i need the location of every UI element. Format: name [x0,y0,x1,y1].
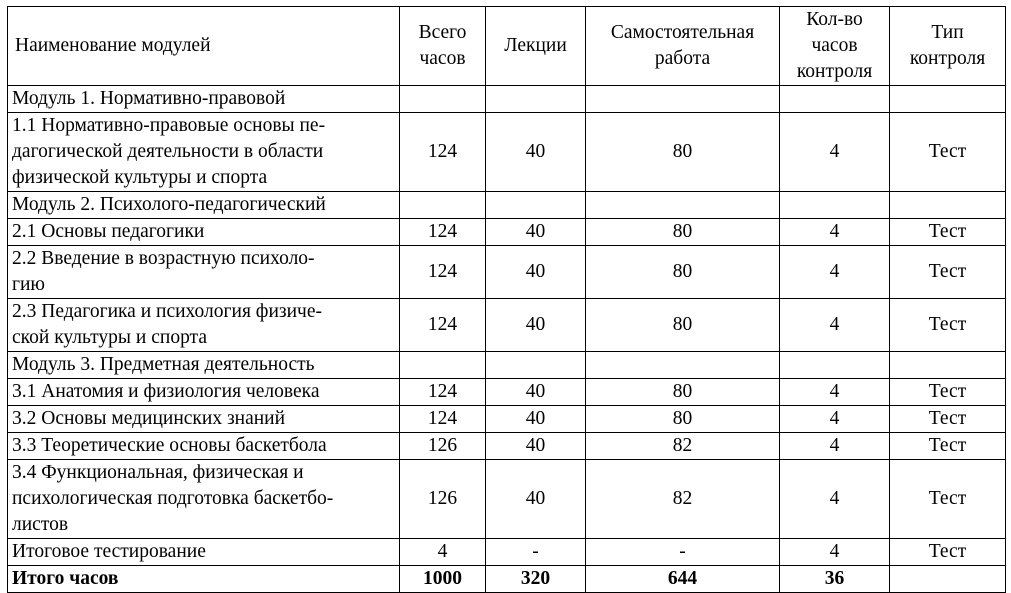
self-study-hours: 80 [586,219,780,246]
totals-control-type [890,566,1006,593]
lecture-hours: 40 [486,113,586,192]
control-hours: 4 [780,246,890,299]
module-row [8,86,1006,113]
total-hours: 4 [400,539,486,566]
empty-cell [486,352,586,379]
self-study-hours: 80 [586,299,780,352]
total-hours: 124 [400,219,486,246]
header-lectures: Лекции [486,7,586,86]
control-hours: 4 [780,113,890,192]
self-study-hours: - [586,539,780,566]
total-hours: 126 [400,460,486,539]
empty-cell [890,86,1006,113]
lecture-hours: 40 [486,433,586,460]
control-type: Тест [890,433,1006,460]
module-title: Модуль 1. Нормативно-правовой [8,86,400,113]
course-name: 1.1 Нормативно-правовые основы пе- дагогической деятельности в области физической культуры и спорта [8,113,400,192]
header-self-study: Самостоятельная работа [586,7,780,86]
table-row [8,406,1006,433]
control-hours: 4 [780,539,890,566]
course-name: 2.2 Введение в возрастную психоло- гию [8,246,400,299]
totals-row [8,566,1006,593]
course-name: Итоговое тестирование [8,539,400,566]
self-study-hours: 80 [586,113,780,192]
table-row [8,246,1006,299]
totals-lecture-hours: 320 [486,566,586,593]
total-hours: 126 [400,433,486,460]
table-row [8,460,1006,539]
table-header-row [8,7,1006,86]
control-type: Тест [890,406,1006,433]
lecture-hours: 40 [486,219,586,246]
empty-cell [780,352,890,379]
total-hours: 124 [400,113,486,192]
empty-cell [890,192,1006,219]
empty-cell [586,86,780,113]
lecture-hours: 40 [486,299,586,352]
lecture-hours: 40 [486,379,586,406]
self-study-hours: 82 [586,460,780,539]
table-row [8,299,1006,352]
empty-cell [486,192,586,219]
self-study-hours: 80 [586,406,780,433]
control-hours: 4 [780,219,890,246]
empty-cell [400,86,486,113]
total-hours: 124 [400,379,486,406]
empty-cell [890,352,1006,379]
control-type: Тест [890,460,1006,539]
empty-cell [780,192,890,219]
control-type: Тест [890,219,1006,246]
control-hours: 4 [780,299,890,352]
lecture-hours: 40 [486,460,586,539]
header-control-type: Тип контроля [890,7,1006,86]
table-row [8,379,1006,406]
self-study-hours: 82 [586,433,780,460]
empty-cell [400,192,486,219]
totals-control-hours: 36 [780,566,890,593]
totals-total-hours: 1000 [400,566,486,593]
module-title: Модуль 3. Предметная деятельность [8,352,400,379]
lecture-hours: 40 [486,406,586,433]
course-name: 3.2 Основы медицинских знаний [8,406,400,433]
table-row [8,219,1006,246]
curriculum-table [7,6,1006,593]
table-row [8,539,1006,566]
totals-self-study-hours: 644 [586,566,780,593]
control-type: Тест [890,246,1006,299]
module-row [8,192,1006,219]
control-hours: 4 [780,379,890,406]
control-type: Тест [890,379,1006,406]
course-name: 2.1 Основы педагогики [8,219,400,246]
empty-cell [486,86,586,113]
control-hours: 4 [780,406,890,433]
lecture-hours: 40 [486,246,586,299]
header-total-hours: Всего часов [400,7,486,86]
course-name: 3.4 Функциональная, физическая и психологическая подготовка баскетбо- листов [8,460,400,539]
total-hours: 124 [400,299,486,352]
lecture-hours: - [486,539,586,566]
empty-cell [780,86,890,113]
course-name: 3.3 Теоретические основы баскетбола [8,433,400,460]
course-name: 3.1 Анатомия и физиология человека [8,379,400,406]
table-row [8,433,1006,460]
header-module-name: Наименование модулей [8,7,400,86]
total-hours: 124 [400,246,486,299]
control-type: Тест [890,113,1006,192]
table-row [8,113,1006,192]
control-type: Тест [890,299,1006,352]
empty-cell [400,352,486,379]
total-hours: 124 [400,406,486,433]
self-study-hours: 80 [586,246,780,299]
totals-label: Итого часов [8,566,400,593]
self-study-hours: 80 [586,379,780,406]
empty-cell [586,192,780,219]
course-name: 2.3 Педагогика и психология физиче- ской культуры и спорта [8,299,400,352]
control-type: Тест [890,539,1006,566]
empty-cell [586,352,780,379]
header-control-hours: Кол-во часов контроля [780,7,890,86]
module-title: Модуль 2. Психолого-педагогический [8,192,400,219]
control-hours: 4 [780,433,890,460]
control-hours: 4 [780,460,890,539]
module-row [8,352,1006,379]
